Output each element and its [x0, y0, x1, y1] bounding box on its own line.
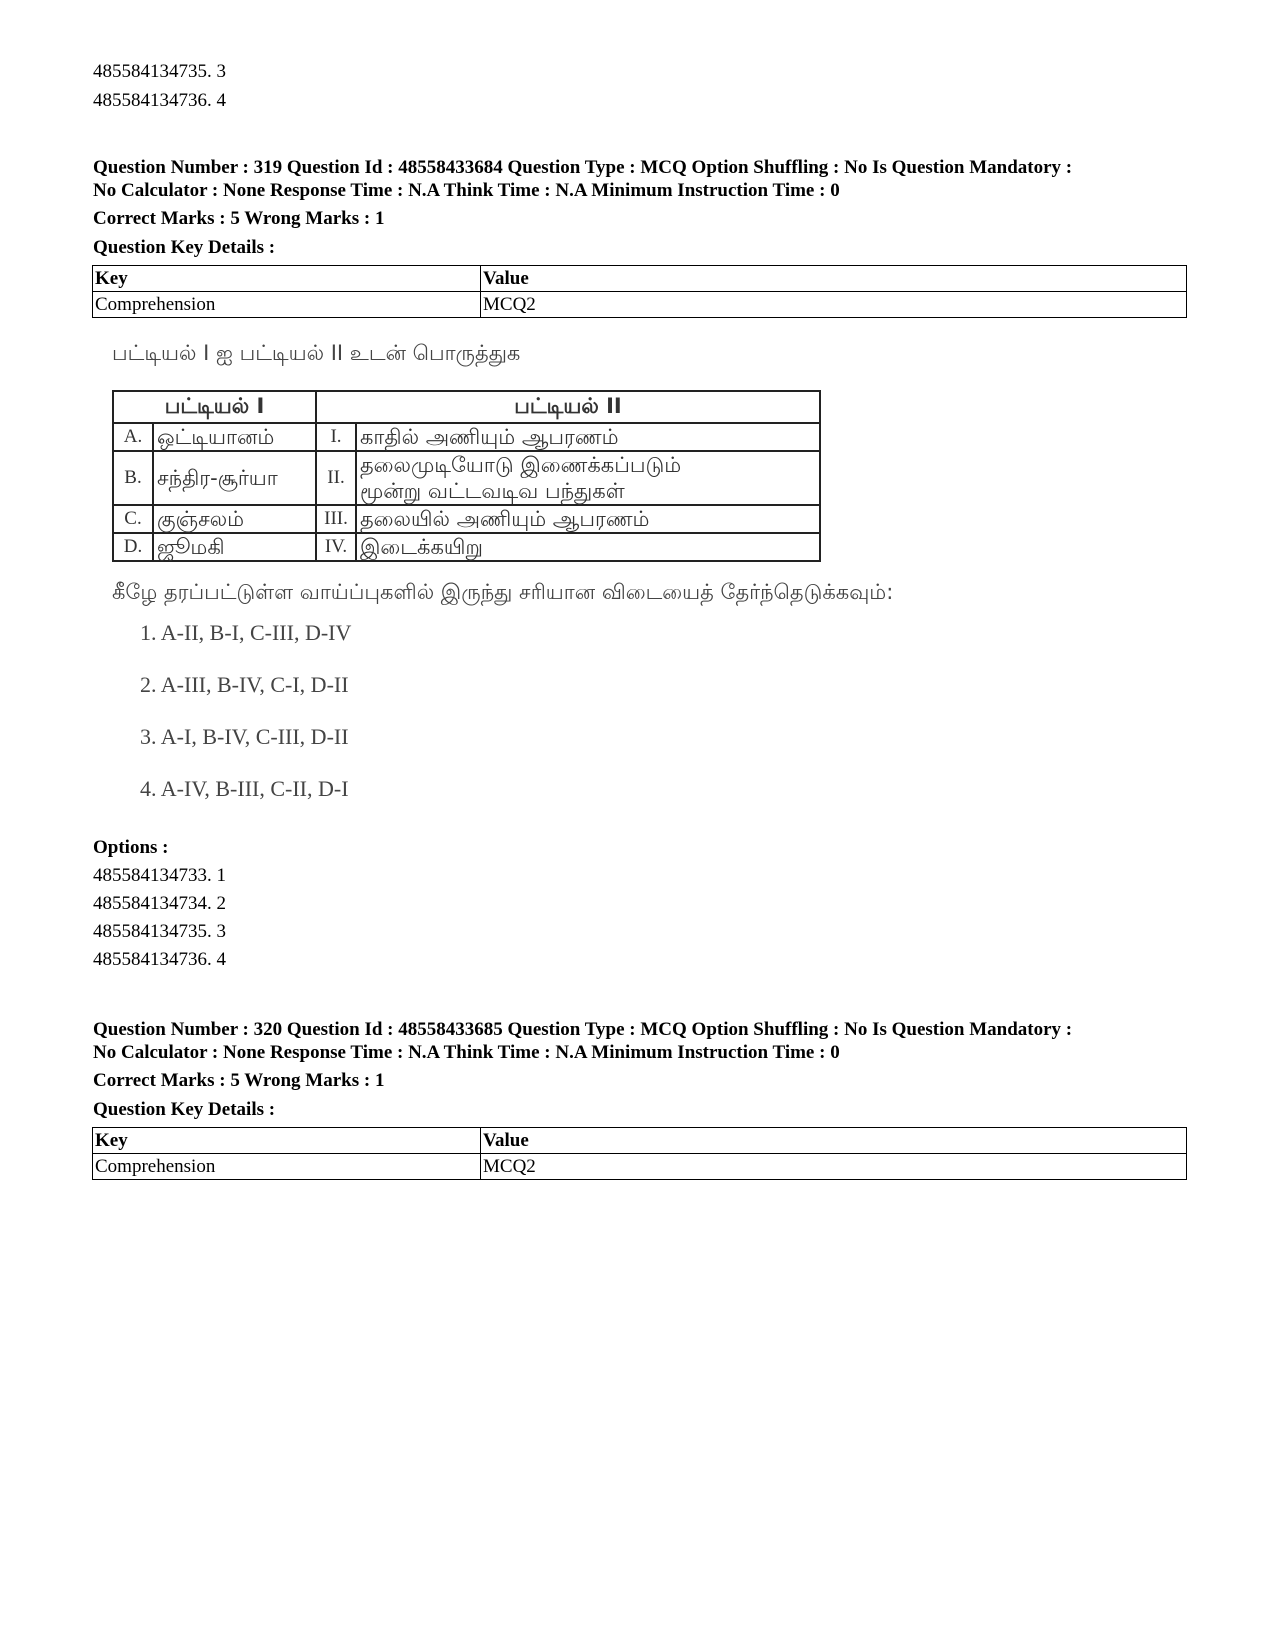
question-meta-line: No Calculator : None Response Time : N.A Think Time : N.A Minimum Instruction Time : 0: [93, 1042, 840, 1063]
option-item: 485584134734. 2: [93, 893, 226, 914]
option-item: 485584134733. 1: [93, 865, 226, 886]
value-cell: MCQ2: [481, 1154, 1187, 1180]
match-row: [113, 533, 820, 561]
list1-item: ஜூமகி: [153, 533, 316, 561]
row-label: D.: [113, 533, 153, 561]
key-details-label: Question Key Details :: [93, 1099, 276, 1120]
key-details-table: [92, 1127, 1187, 1180]
match-header-row: [113, 391, 820, 423]
marks-info: Correct Marks : 5 Wrong Marks : 1: [93, 1070, 385, 1091]
option-item: 485584134736. 4: [93, 90, 226, 111]
key-cell: Comprehension: [93, 292, 481, 318]
value-header: Value: [481, 266, 1187, 292]
row-label: II.: [316, 451, 356, 505]
table-row: [93, 1154, 1187, 1180]
question-meta: [93, 156, 1213, 202]
match-row: [113, 505, 820, 533]
row-label: A.: [113, 423, 153, 451]
option-item: 485584134735. 3: [93, 921, 226, 942]
key-details-table: [92, 265, 1187, 318]
key-details-label: Question Key Details :: [93, 237, 276, 258]
question-meta-line: No Calculator : None Response Time : N.A Think Time : N.A Minimum Instruction Time : 0: [93, 180, 840, 201]
list2-header: பட்டியல் II: [316, 391, 820, 423]
answer-choice: 3. A-I, B-IV, C-III, D-II: [140, 724, 349, 749]
match-row: [113, 451, 820, 505]
option-item: 485584134736. 4: [93, 949, 226, 970]
option-item: 485584134735. 3: [93, 61, 226, 82]
match-row: [113, 423, 820, 451]
table-header-row: [93, 266, 1187, 292]
value-header: Value: [481, 1128, 1187, 1154]
list2-item: காதில் அணியும் ஆபரணம்: [356, 423, 820, 451]
row-label: IV.: [316, 533, 356, 561]
key-cell: Comprehension: [93, 1154, 481, 1180]
match-table: [112, 390, 821, 562]
list1-item: ஒட்டியானம்: [153, 423, 316, 451]
key-header: Key: [93, 266, 481, 292]
table-row: [93, 292, 1187, 318]
table-header-row: [93, 1128, 1187, 1154]
question-meta-line: Question Number : 319 Question Id : 48558433684 Question Type : MCQ Option Shuffling : No Is Question Mandatory :: [93, 157, 1073, 178]
list2-item: இடைக்கயிறு: [356, 533, 820, 561]
row-label: I.: [316, 423, 356, 451]
row-label: B.: [113, 451, 153, 505]
question-instruction: பட்டியல் I ஐ பட்டியல் II உடன் பொருத்துக: [112, 341, 521, 365]
question-prompt: கீழே தரப்பட்டுள்ள வாய்ப்புகளில் இருந்து சரியான விடையைத் தேர்ந்தெடுக்கவும்:: [112, 580, 894, 604]
list1-item: சந்திர-சூர்யா: [153, 451, 316, 505]
list2-item: தலையில் அணியும் ஆபரணம்: [356, 505, 820, 533]
list1-item: குஞ்சலம்: [153, 505, 316, 533]
list1-header: பட்டியல் I: [113, 391, 316, 423]
options-label: Options :: [93, 837, 169, 858]
question-content: [100, 335, 1060, 825]
answer-choice: 4. A-IV, B-III, C-II, D-I: [140, 776, 349, 801]
list2-item-line: தலைமுடியோடு இணைக்கப்படும்: [360, 453, 682, 477]
answer-choice: 2. A-III, B-IV, C-I, D-II: [140, 672, 349, 697]
row-label: III.: [316, 505, 356, 533]
key-header: Key: [93, 1128, 481, 1154]
question-meta-line: Question Number : 320 Question Id : 48558433685 Question Type : MCQ Option Shuffling : No Is Question Mandatory :: [93, 1019, 1073, 1040]
answer-choice: 1. A-II, B-I, C-III, D-IV: [140, 620, 352, 645]
list2-item-line: மூன்று வட்டவடிவ பந்துகள்: [360, 479, 625, 503]
row-label: C.: [113, 505, 153, 533]
marks-info: Correct Marks : 5 Wrong Marks : 1: [93, 208, 385, 229]
list2-item: [356, 451, 820, 505]
value-cell: MCQ2: [481, 292, 1187, 318]
question-meta: [93, 1018, 1213, 1064]
